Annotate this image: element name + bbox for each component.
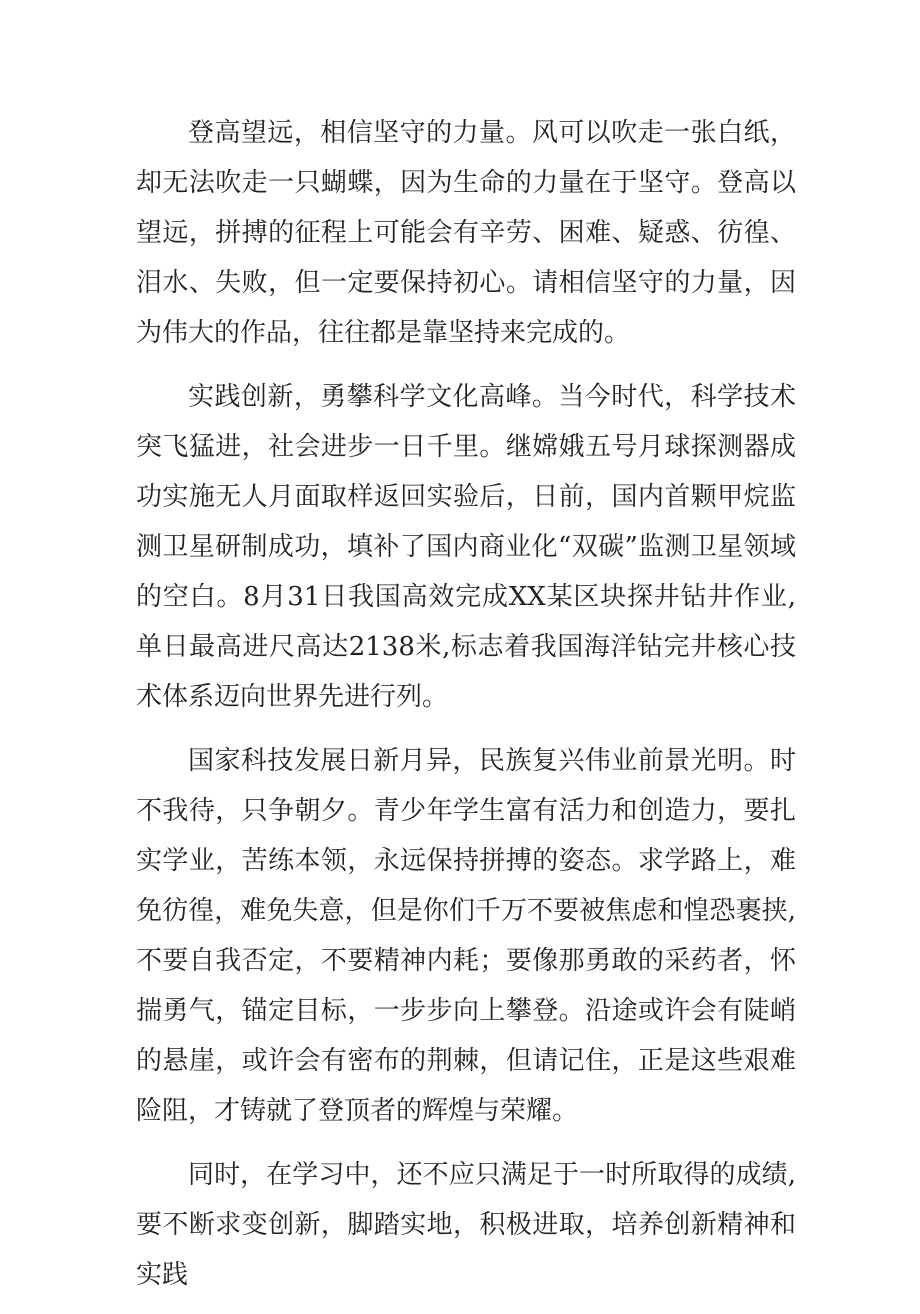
paragraph-2: 实践创新，勇攀科学文化高峰。当今时代，科学技术突飞猛进，社会进步一日千里。继嫦娥五号月球探测器成功实施无人月面取样返回实验后，日前，国内首颗甲烷监测卫星研制成功，填补了国内商业化“双碳”监测卫星领域的空白。8月31日我国高效完成XX某区块探井钻井作业,单日最高进尺高达2138米,标志着我国海洋钻完井核心技术体系迈向世界先进行列。: [136, 382, 796, 712]
paragraph-4: 同时，在学习中，还不应只满足于一时所取得的成绩,要不断求变创新，脚踏实地，积极进取，培养创新精神和实践: [136, 1160, 796, 1290]
document-body: [136, 108, 796, 1314]
paragraph-1: 登高望远，相信坚守的力量。风可以吹走一张白纸，却无法吹走一只蝴蝶，因为生命的力量在于坚守。登高以望远，拼搏的征程上可能会有辛劳、困难、疑惑、彷徨、泪水、失败，但一定要保持初心。请相信坚守的力量，因为伟大的作品，往往都是靠坚持来完成的。: [136, 118, 796, 348]
paragraph-3: 国家科技发展日新月异，民族复兴伟业前景光明。时不我待，只争朝夕。青少年学生富有活力和创造力，要扎实学业，苦练本领，永远保持拼搏的姿态。求学路上，难免彷徨，难免失意，但是你们千万不要被焦虑和惶恐裹挟,不要自我否定，不要精神内耗；要像那勇敢的采药者，怀揣勇气，锚定目标，一步步向上攀登。沿途或许会有陡峭的悬崖，或许会有密布的荆棘，但请记住，正是这些艰难险阻，才铸就了登顶者的辉煌与荣耀。: [136, 746, 796, 1126]
